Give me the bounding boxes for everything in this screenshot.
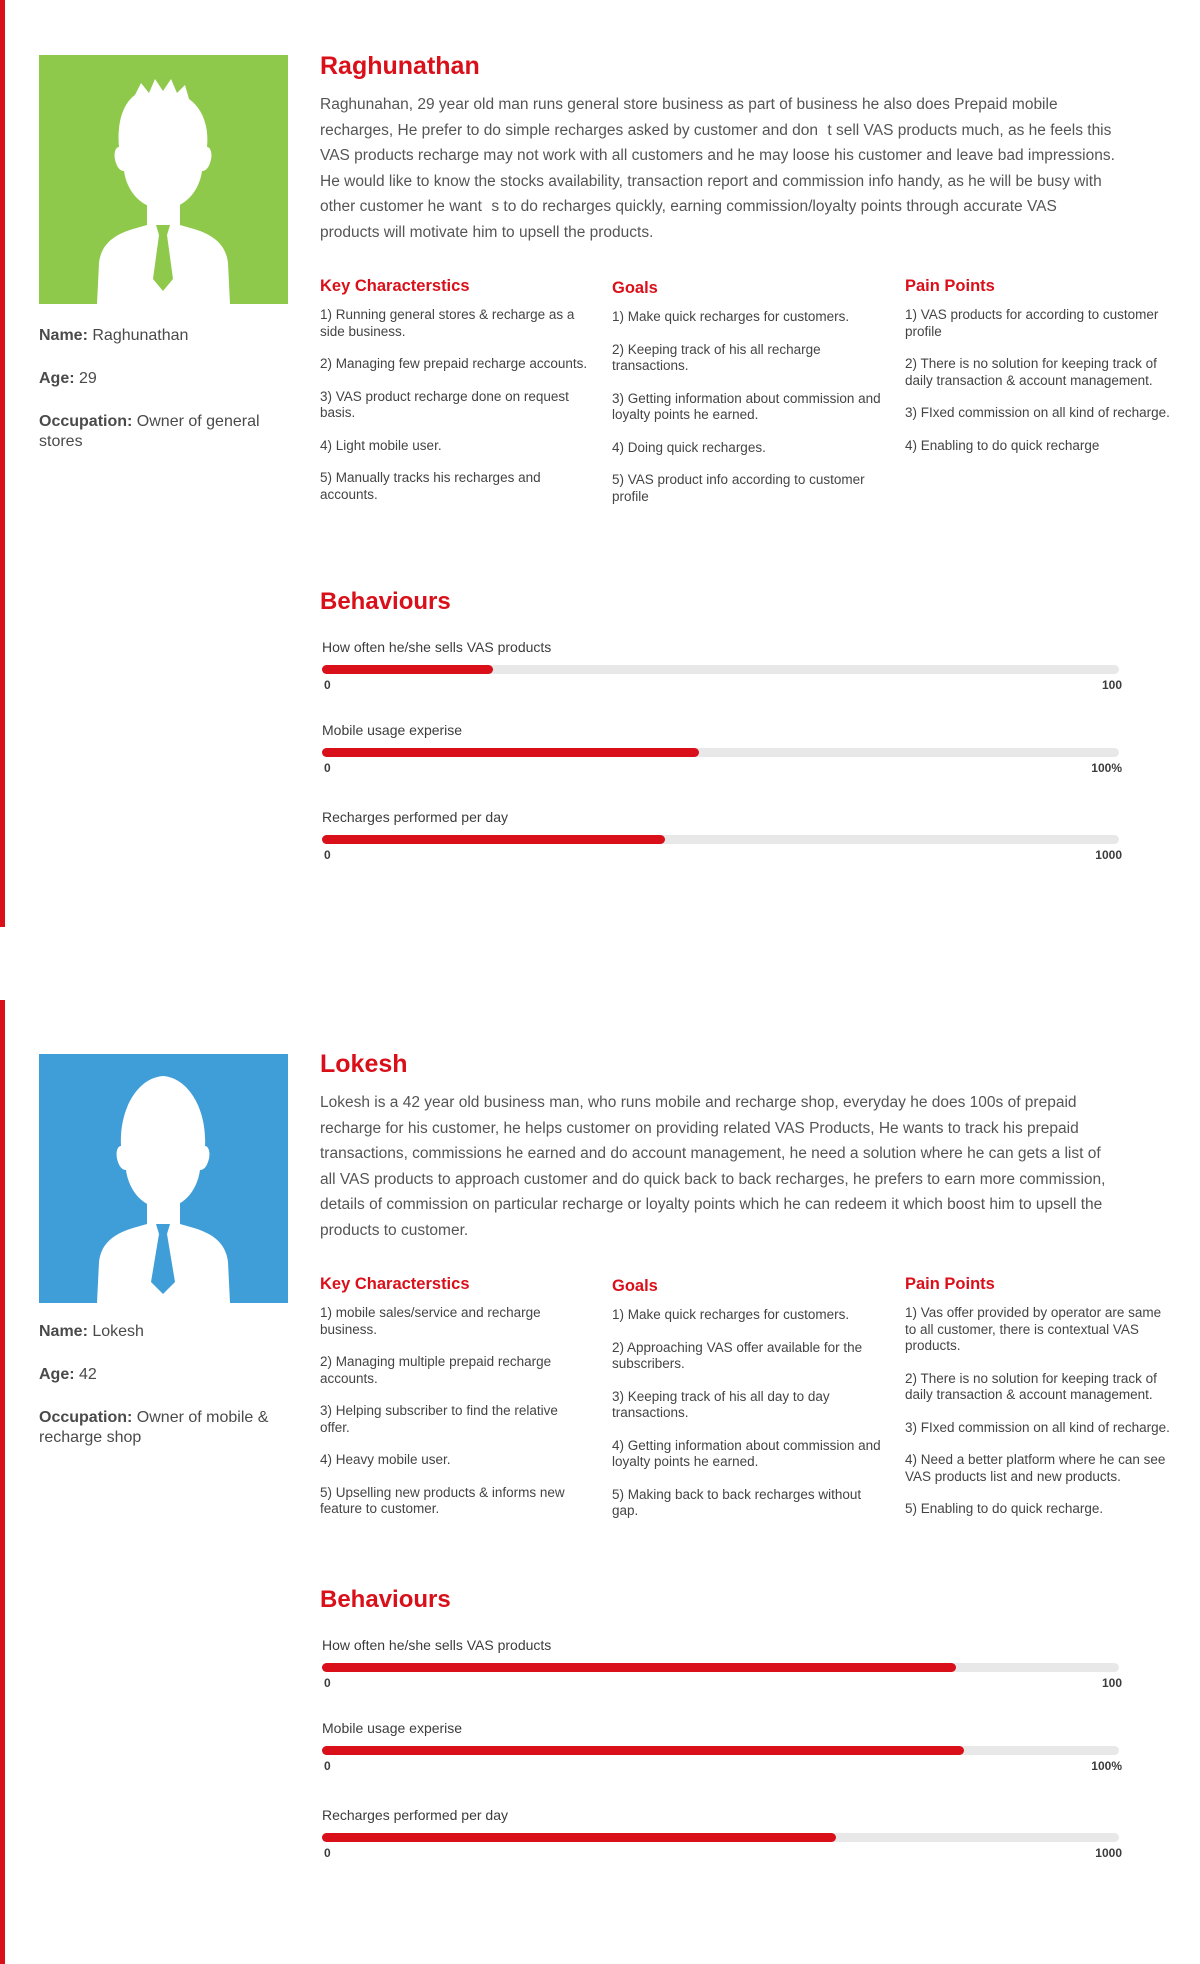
user-silhouette-icon bbox=[39, 55, 288, 304]
list-item: 3) Getting information about commission and loyalty points he earned. bbox=[612, 390, 881, 422]
behaviours-heading: Behaviours bbox=[320, 588, 451, 615]
goals-list bbox=[612, 309, 882, 505]
age-row: Age: 29 bbox=[39, 370, 97, 387]
metric-max: 100% bbox=[1091, 1759, 1122, 1773]
metric-vas-sales bbox=[322, 638, 1122, 692]
list-item: 1) Running general stores & recharge as a side business. bbox=[320, 307, 575, 339]
list-item: 4) Light mobile user. bbox=[320, 437, 442, 453]
pain-points-heading: Pain Points bbox=[905, 277, 995, 295]
pain-points-list bbox=[905, 307, 1175, 454]
list-item: 5) Making back to back recharges without gap. bbox=[612, 1486, 862, 1518]
persona-occupation: Owner of mobile & recharge shop bbox=[39, 1409, 269, 1446]
progress-track bbox=[322, 1833, 1119, 1842]
persona-title: Lokesh bbox=[320, 1050, 408, 1078]
persona-age: 42 bbox=[79, 1366, 97, 1383]
metric-mobile-usage bbox=[322, 1719, 1122, 1773]
persona-card-lokesh bbox=[0, 1000, 1200, 1964]
behaviours-heading: Behaviours bbox=[320, 1586, 451, 1613]
list-item: 5) Upselling new products & informs new feature to customer. bbox=[320, 1484, 565, 1516]
metric-label: Recharges performed per day bbox=[322, 809, 508, 825]
goals-heading: Goals bbox=[612, 279, 658, 297]
persona-title: Raghunathan bbox=[320, 52, 480, 80]
metric-recharges-per-day bbox=[322, 808, 1122, 862]
list-item: 3) FIxed commission on all kind of recharge. bbox=[905, 405, 1170, 420]
list-item: 4) Heavy mobile user. bbox=[320, 1452, 451, 1467]
metric-max: 100% bbox=[1091, 761, 1122, 775]
list-item: 2) Approaching VAS offer available for the subscribers. bbox=[612, 1339, 863, 1371]
list-item: 3) VAS product recharge done on request basis. bbox=[320, 388, 569, 420]
list-item: 4) Doing quick recharges. bbox=[612, 439, 766, 455]
age-row: Age: 42 bbox=[39, 1366, 97, 1383]
persona-meta bbox=[39, 1322, 279, 1471]
metric-label: Mobile usage experise bbox=[322, 722, 463, 738]
progress-fill bbox=[322, 835, 665, 844]
occupation-row: Occupation: Owner of general stores bbox=[39, 413, 260, 450]
progress-track bbox=[322, 665, 1119, 674]
name-row: Name: Lokesh bbox=[39, 1323, 144, 1340]
progress-fill bbox=[322, 1746, 964, 1755]
metric-label: How often he/she sells VAS products bbox=[322, 639, 552, 655]
list-item: 1) Vas offer provided by operator are same to all customer, there is contextual VAS products. bbox=[905, 1305, 1162, 1353]
user-silhouette-icon bbox=[39, 1054, 288, 1303]
metric-max: 100 bbox=[1101, 678, 1122, 692]
goals bbox=[612, 1275, 882, 1536]
progress-fill bbox=[322, 1663, 956, 1672]
metric-min: 0 bbox=[324, 678, 331, 692]
progress-track bbox=[322, 1663, 1119, 1672]
list-item: 2) Managing multiple prepaid recharge accounts. bbox=[320, 1354, 552, 1386]
progress-track bbox=[322, 835, 1119, 844]
list-item: 4) Getting information about commission and loyalty points he earned. bbox=[612, 1437, 881, 1469]
key-characteristics bbox=[320, 275, 590, 519]
list-item: 3) Helping subscriber to find the relative offer. bbox=[320, 1403, 558, 1435]
list-item: 2) There is no solution for keeping track of daily transaction & account management. bbox=[905, 356, 1157, 388]
list-item: 1) VAS products for according to customer profile bbox=[905, 307, 1159, 339]
progress-track bbox=[322, 1746, 1119, 1755]
metric-min: 0 bbox=[324, 848, 331, 862]
metric-max: 1000 bbox=[1095, 848, 1122, 862]
metric-max: 100 bbox=[1101, 1676, 1122, 1690]
metric-min: 0 bbox=[324, 1846, 331, 1860]
list-item: 3) Keeping track of his all day to day transactions. bbox=[612, 1388, 830, 1420]
metric-min: 0 bbox=[324, 1676, 331, 1690]
progress-track bbox=[322, 748, 1119, 757]
pain-points-list bbox=[905, 1305, 1175, 1518]
metric-label: Recharges performed per day bbox=[322, 1807, 508, 1823]
persona-occupation: Owner of general stores bbox=[39, 413, 260, 450]
persona-card-raghunathan bbox=[0, 0, 1200, 930]
accent-bar bbox=[0, 1000, 5, 1964]
metric-mobile-usage bbox=[322, 721, 1122, 775]
list-item: 5) Manually tracks his recharges and accounts. bbox=[320, 470, 541, 502]
metric-label: Mobile usage experise bbox=[322, 1720, 463, 1736]
list-item: 1) mobile sales/service and recharge business. bbox=[320, 1305, 541, 1337]
list-item: 5) VAS product info according to customer profile bbox=[612, 472, 865, 504]
key-characteristics-list bbox=[320, 1305, 590, 1518]
goals-heading: Goals bbox=[612, 1277, 658, 1295]
key-characteristics bbox=[320, 1273, 590, 1534]
list-item: 1) Make quick recharges for customers. bbox=[612, 309, 850, 324]
list-item: 2) Keeping track of his all recharge transactions. bbox=[612, 341, 821, 373]
occupation-row: Occupation: Owner of mobile & recharge shop bbox=[39, 1409, 269, 1446]
list-item: 1) Make quick recharges for customers. bbox=[612, 1307, 850, 1322]
persona-name: Raghunathan bbox=[92, 327, 189, 344]
progress-fill bbox=[322, 748, 699, 757]
key-characteristics-list bbox=[320, 307, 590, 503]
list-item: 2) There is no solution for keeping track of daily transaction & account management. bbox=[905, 1370, 1157, 1402]
metric-min: 0 bbox=[324, 1759, 331, 1773]
progress-fill bbox=[322, 665, 493, 674]
list-item: 4) Enabling to do quick recharge bbox=[905, 437, 1100, 453]
progress-fill bbox=[322, 1833, 836, 1842]
metric-vas-sales bbox=[322, 1636, 1122, 1690]
list-item: 3) FIxed commission on all kind of recharge. bbox=[905, 1419, 1170, 1435]
metric-recharges-per-day bbox=[322, 1806, 1122, 1860]
metric-min: 0 bbox=[324, 761, 331, 775]
pain-points bbox=[905, 275, 1175, 470]
avatar bbox=[39, 55, 288, 304]
key-characteristics-heading: Key Characterstics bbox=[320, 1275, 470, 1293]
list-item: 2) Managing few prepaid recharge accounts. bbox=[320, 356, 588, 371]
metric-max: 1000 bbox=[1095, 1846, 1122, 1860]
list-item: 4) Need a better platform where he can see VAS products list and new products. bbox=[905, 1452, 1166, 1484]
accent-bar bbox=[0, 0, 5, 927]
avatar bbox=[39, 1054, 288, 1303]
name-row: Name: Raghunathan bbox=[39, 327, 189, 344]
key-characteristics-heading: Key Characterstics bbox=[320, 277, 470, 295]
pain-points bbox=[905, 1273, 1175, 1534]
persona-description: Raghunahan, 29 year old man runs general store business as part of business he also does Prepaid mobile recharges, He prefer to do simple recharges asked by customer and dont sell VAS products much, as he feels this VAS products recharge may not work with all customers and he may loose his customer and leave bad impressions. He would like to know the stocks availability, transaction report and commission info handy, as he will be busy with other customer he wants to do recharges quickly, earning commission/loyalty points through accurate VAS products will motivate him to upsell the products. bbox=[320, 96, 1115, 241]
goals bbox=[612, 277, 882, 521]
list-item: 5) Enabling to do quick recharge. bbox=[905, 1501, 1104, 1516]
persona-meta bbox=[39, 326, 279, 475]
metric-label: How often he/she sells VAS products bbox=[322, 1637, 552, 1653]
pain-points-heading: Pain Points bbox=[905, 1275, 995, 1293]
goals-list bbox=[612, 1307, 882, 1520]
persona-description: Lokesh is a 42 year old business man, who runs mobile and recharge shop, everyday he does 100s of prepaid recharge for his customer, he helps customer on providing related VAS Products, He wants to track his prepaid transactions, commissions he earned and do account management, he need a solution where he can gets a list of all VAS products to approach customer and do quick back to back recharges, he prefers to earn more commission, details of commission on particular recharge or loyalty points which he can redeem it which boost him to upsell the products to customer. bbox=[320, 1094, 1106, 1239]
persona-age: 29 bbox=[79, 370, 97, 387]
persona-name: Lokesh bbox=[92, 1323, 144, 1340]
